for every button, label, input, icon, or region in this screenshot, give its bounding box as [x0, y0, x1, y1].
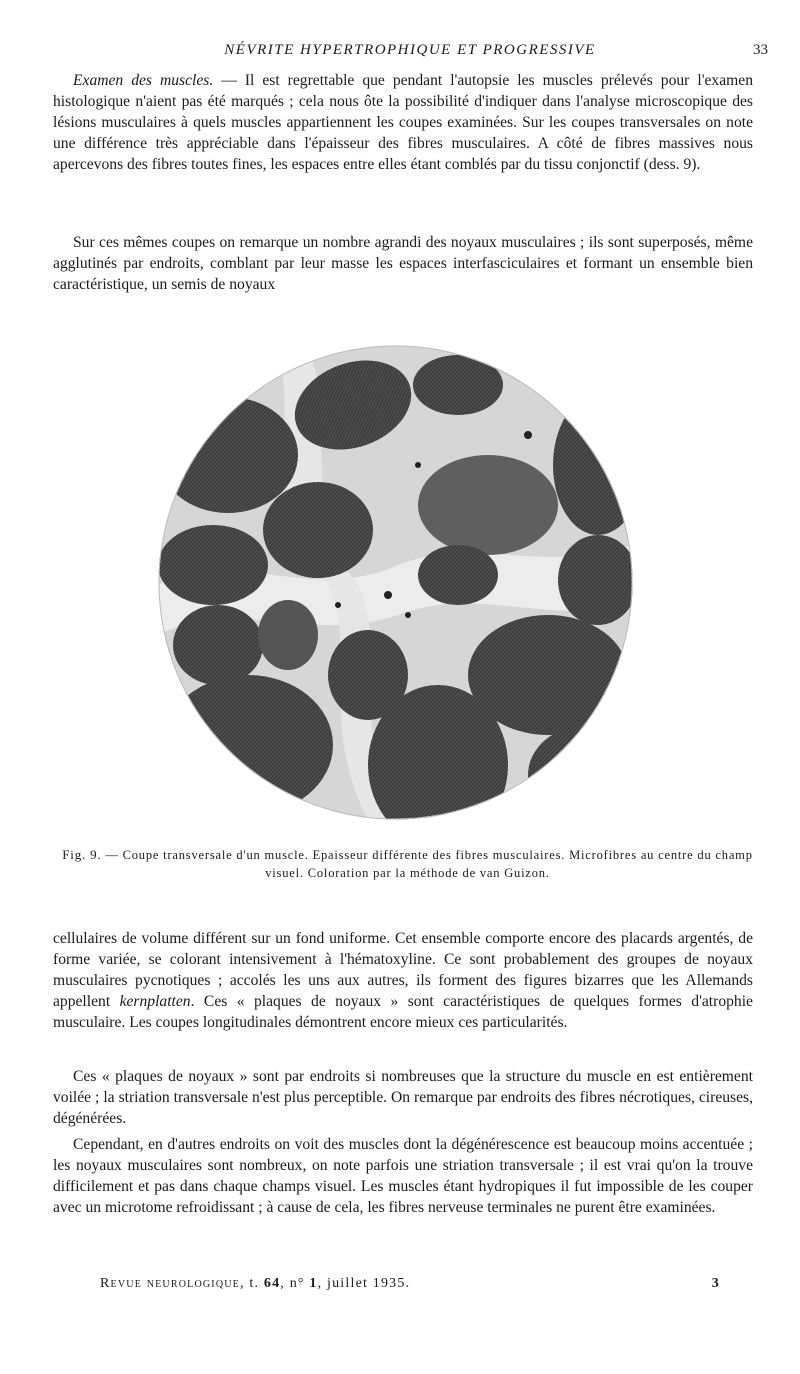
issue-prefix: , n° [280, 1276, 310, 1291]
figure-caption [60, 846, 755, 882]
paragraph-text: — Il est regrettable que pendant l'autopsie les muscles prélevés pour l'examen histologique n'aient pas été marqués ; cela nous ôte la possibilité d'indiquer dans l'analyse microscopique des lésions musculaires à quels muscles appartiennent les coupes examinées. Sur les coupes transversales on note une différence très appréciable dans l'épaisseur des fibres musculaires. A côté de fibres massives nous apercevons des fibres toutes fines, les espaces entre elles étant comblés par du tissu conjonctif (dess. 9). [53, 72, 753, 173]
figure-micrograph [158, 345, 633, 820]
paragraph-kernplatten [53, 928, 753, 1033]
signature-number: 3 [711, 1276, 720, 1291]
publication-date: , juillet 1935. [317, 1276, 411, 1291]
page-number: 33 [753, 42, 768, 58]
figure-label: Fig. 9. [62, 847, 102, 862]
paragraph-muscle-exam [53, 70, 753, 175]
paragraph-nuclei: Sur ces mêmes coupes on remarque un nombre agrandi des noyaux musculaires ; ils sont superposés, même agglutinés par endroits, comblant par leur masse les espaces interfasciculaires et formant un ensemble bien caractéristique, un semis de noyaux [53, 234, 753, 293]
page-footer [100, 1276, 720, 1292]
section-lead: Examen des muscles. [73, 72, 214, 89]
paragraph-degeneration: Cependant, en d'autres endroits on voit des muscles dont la dégénérescence est beaucoup moins accentuée ; les noyaux musculaires sont nombreux, on note parfois une striation transversale ; il est vrai qu'on la trouve difficilement et pas dans chaque champs visuel. Les muscles étant hydropiques il fut impossible de les couper avec un microtome refroidissant ; à cause de cela, les fibres nerveuse terminales ne purent être examinées. [53, 1136, 753, 1216]
issue-number: 1 [309, 1276, 318, 1291]
running-title: NÉVRITE HYPERTROPHIQUE ET PROGRESSIVE [224, 42, 596, 58]
volume-number: 64 [263, 1276, 281, 1291]
journal-name: Revue neurologique, [100, 1276, 245, 1291]
muscle-cross-section-image [158, 345, 633, 820]
paragraph-text: . Ces « plaques de noyaux » sont caractéristiques de quelques formes d'atrophie musculaire. Les coupes longitudinales démontrent encore mieux ces particularités. [53, 993, 753, 1031]
figure-caption-text: — Coupe transversale d'un muscle. Epaisseur différente des fibres musculaires. Microfibres au centre du champ visuel. Coloration par la méthode de van Guizon. [101, 848, 753, 880]
volume-prefix: t. [244, 1276, 264, 1291]
paragraph-plaques: Ces « plaques de noyaux » sont par endroits si nombreuses que la structure du muscle en est entièrement voilée ; la striation transversale n'est plus perceptible. On remarque par endroits des fibres nécrotiques, cireuses, dégénérées. [53, 1068, 753, 1127]
german-term: kernplatten [119, 993, 191, 1010]
paragraph-text: cellulaires de volume différent sur un fond uniforme. Cet ensemble comporte encore des placards argentés, de forme variée, se colorant intensivement à l'hématoxyline. Ce sont probablement des groupes de noyaux musculaires pycnotiques ; accolés les uns aux autres, ils forment des figures bizarres que les Allemands appellent [53, 930, 753, 1010]
